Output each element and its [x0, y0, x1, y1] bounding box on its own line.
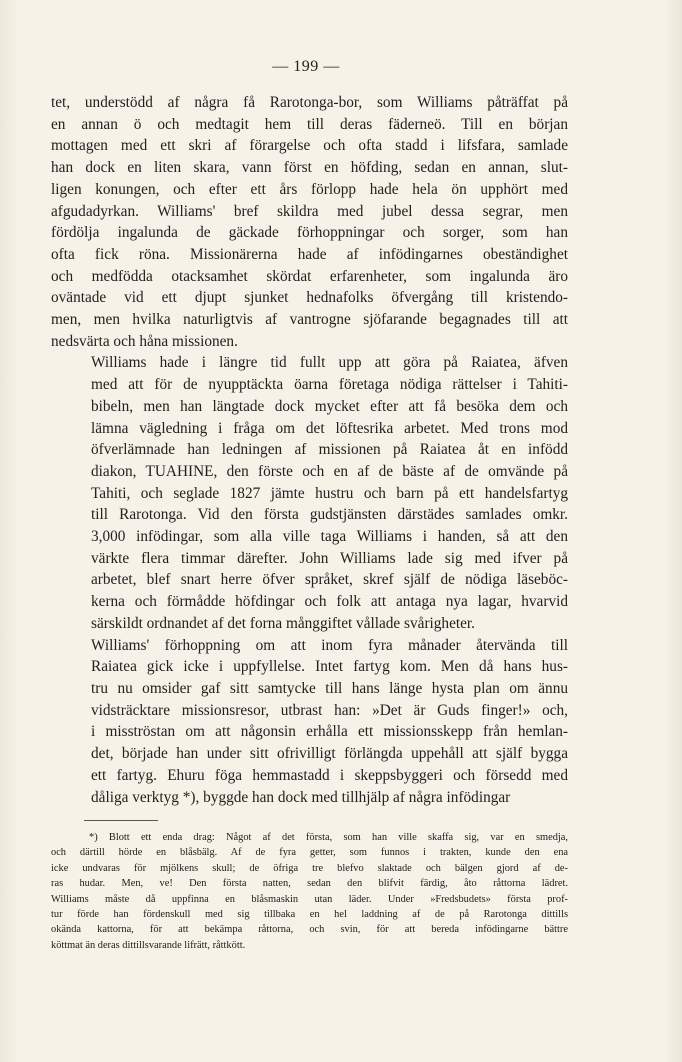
- text-line: oväntade vid ett djupt sjunket hednafolks öfvergång till kristendo-: [51, 289, 568, 307]
- footnote-line: *) Blott ett enda drag: Något af det första, som han ville skaffa sig, var en smedja,: [89, 832, 568, 843]
- text-line: i misströstan om att någonsin erhålla ett missionsskepp från hemlan-: [91, 723, 568, 741]
- footnote-divider: [84, 820, 158, 821]
- text-line: ofta fick röna. Missionärerna hade af infödingarnes obeständighet: [51, 245, 568, 263]
- page-number: — 199 —: [272, 58, 340, 75]
- text-line: och medfödda otacksamhet skördat erfarenheter, som ingalunda äro: [51, 267, 568, 285]
- paragraph-1: [51, 92, 568, 352]
- footnote-line: okända kattorna, för att bekämpa råttorna, och svin, för att bereda infödingarne bättre: [51, 924, 568, 936]
- text-line: tet, understödd af några få Rarotonga-bor, som Williams påträffat på: [51, 94, 568, 111]
- text-line: Raiatea gick icke i uppfyllelse. Intet fartyg kom. Men då hans hus-: [91, 658, 568, 676]
- text-line: det, började han under sitt ofrivilligt förlängda uppehåll att själf bygga: [91, 745, 568, 763]
- text-line: med att för de nyupptäckta öarna företaga nödiga rättelser i Tahiti-: [91, 376, 568, 394]
- footnote: [51, 830, 568, 953]
- text-line: till Rarotonga. Vid den första gudstjänsten därstädes samlades omkr.: [91, 506, 568, 524]
- paragraph-3: [51, 635, 568, 809]
- text-line: lämna vägledning i fråga om det löftesrika arbetet. Med trons mod: [91, 419, 568, 437]
- text-line: vidsträcktare missionsresor, utbrast han: »Det är Guds finger!» och,: [91, 701, 568, 719]
- text-line: han dock en liten skara, vann först en höfding, sedan en annan, slut-: [51, 159, 568, 177]
- footnote-line: köttmat än deras dittillsvarande lifrätt, råttkött.: [51, 939, 246, 951]
- text-line: diakon, TUAHINE, den förste och en af de bäste af de omvände på: [91, 462, 568, 480]
- footnote-line: icke undvaras för mjölkens skull; de öfriga tre blefvo slaktade och bälgen gjord af de-: [51, 862, 568, 874]
- text-line: Tahiti, och seglade 1827 jämte hustru och barn på ett handelsfartyg: [91, 484, 568, 502]
- text-line: bibeln, men han längtade dock mycket efter att få besöka dem och: [91, 397, 568, 415]
- text-line: Williams hade i längre tid fullt upp att göra på Raiatea, äfven: [91, 354, 568, 372]
- text-line: fördölja ingalunda de gäckade förhoppningar och sorger, som han: [51, 224, 568, 242]
- text-line: mottagen med ett skri af förargelse och ofta stadd i lifsfara, samlade: [51, 137, 568, 155]
- body-text: [51, 92, 568, 808]
- footnote-line: tur förde han fördenskull med sig tillbaka en hel laddning af de på Rarotonga dittills: [51, 909, 568, 921]
- text-line: ett fartyg. Ehuru föga hemmastadd i skeppsbyggeri och försedd med: [91, 766, 568, 784]
- text-line: 3,000 infödingar, som alla ville taga Williams i handen, så att den: [91, 528, 568, 546]
- text-line: särskildt ordnandet af det forna månggiftet vållade svårigheter.: [91, 614, 475, 632]
- text-line: arbetet, blef snart herre öfver språket, skref själf de nödiga läseböc-: [91, 571, 568, 589]
- paragraph-2: [51, 352, 568, 634]
- text-line: men, men hvilka naturligtvis af vantrogne sjöfarande begagnades till att: [51, 311, 568, 329]
- footnote-line: ras hudar. Men, ve! Den första natten, sedan den blifvit färdig, åto råttorna lädret.: [51, 878, 568, 890]
- text-line: kerna och förmådde höfdingar och folk att antaga nya lagar, hvarvid: [91, 593, 568, 611]
- text-line: tru nu omsider gaf sitt samtycke till hans länge hysta plan om ännu: [91, 679, 568, 697]
- text-line: dåliga verktyg *), byggde han dock med tillhjälp af några infödingar: [91, 788, 511, 806]
- text-line: Williams' förhoppning om att inom fyra månader återvända till: [91, 636, 568, 654]
- text-line: en annan ö och medtagit hem till deras fäderneö. Till en början: [51, 115, 568, 133]
- text-line: nedsvärta och håna missionen.: [51, 332, 238, 350]
- text-line: värkte flera timmar därefter. John Williams lade sig med ifver på: [91, 549, 568, 567]
- text-line: öfverlämnade han ledningen af missionen på Raiatea åt en infödd: [91, 441, 568, 459]
- footnote-line: Williams måste då uppfinna en blåsmaskin utan läder. Under »Fredsbudets» första prof-: [51, 893, 568, 905]
- text-line: ligen konungen, och efter ett års förlopp hade hela ön upphört med: [51, 180, 568, 198]
- text-line: afgudadyrkan. Williams' bref skildra med jubel dessa segrar, men: [51, 202, 568, 220]
- footnote-line: och därtill hörde en blåsbälg. Af de fyra getter, som funnos i trakten, kunde den ena: [51, 847, 568, 859]
